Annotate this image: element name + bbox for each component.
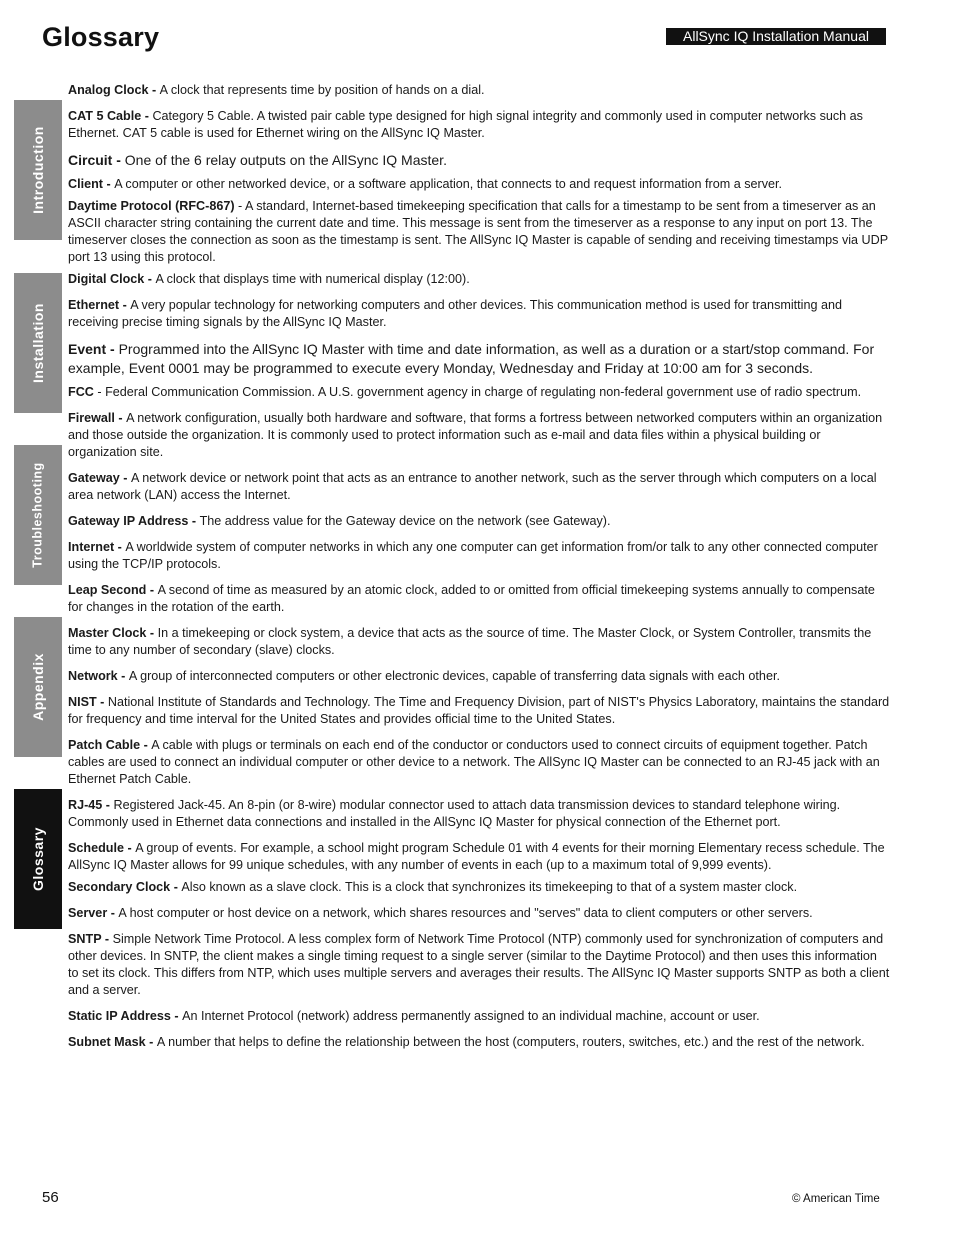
glossary-entry-server bbox=[68, 905, 890, 922]
glossary-definition: In a timekeeping or clock system, a device that acts as the source of time. The Master Clock, or System Controller, transmits the time to any number of secondary (slave) clocks. bbox=[68, 625, 872, 657]
copyright-notice: © American Time bbox=[792, 1193, 880, 1205]
glossary-term: Daytime Protocol (RFC-867) bbox=[68, 198, 235, 213]
glossary-entry-subnet-mask bbox=[68, 1034, 890, 1051]
glossary-entry-fcc bbox=[68, 384, 890, 401]
glossary-definition: A cable with plugs or terminals on each end of the conductor or conductors used to connect circuits of equipment together. Patch cables are used to connect an individual computer or other device to a network. The AllSync IQ Master can be connected to an RJ-45 jack with an Ethernet Patch Cable. bbox=[68, 737, 880, 786]
glossary-entry-sntp bbox=[68, 931, 890, 999]
glossary-term: SNTP - bbox=[68, 931, 113, 946]
glossary-term: Gateway - bbox=[68, 470, 131, 485]
glossary-term: Circuit - bbox=[68, 152, 125, 168]
glossary-entry-cat5-cable bbox=[68, 108, 890, 142]
glossary-definition: An Internet Protocol (network) address permanently assigned to an individual machine, account or user. bbox=[182, 1008, 760, 1023]
glossary-entry-schedule bbox=[68, 840, 890, 874]
glossary-entry-static-ip-address bbox=[68, 1008, 890, 1025]
glossary-entry-master-clock bbox=[68, 625, 890, 659]
side-tab-label: Installation bbox=[30, 303, 46, 383]
side-tab-label: Introduction bbox=[30, 126, 46, 214]
glossary-entry-event bbox=[68, 340, 890, 379]
glossary-entry-leap-second bbox=[68, 582, 890, 616]
glossary-definition: Simple Network Time Protocol. A less complex form of Network Time Protocol (NTP) commonly used for synchronization of computers and other devices. In SNTP, the client makes a single timing request to a single server (similar to the Daytime Protocol) and then uses this information to set its clock. This differs from NTP, which uses multiple servers and averages their results. The AllSync IQ Master supports SNTP as both a client and a server. bbox=[68, 931, 890, 997]
glossary-entry-internet bbox=[68, 539, 890, 573]
glossary-term: Internet - bbox=[68, 539, 126, 554]
side-tab-introduction[interactable] bbox=[14, 100, 62, 240]
glossary-definition: A group of events. For example, a school might program Schedule 01 with 4 events for their morning Elementary recess schedule. The AllSync IQ Master allows for 99 unique schedules, with any number of events in each (up to a maximum total of 9,999 events). bbox=[68, 840, 885, 872]
glossary-definition: A very popular technology for networking computers and other devices. This communication method is used for transmitting and receiving precise timing signals by the AllSync IQ Master. bbox=[68, 297, 842, 329]
glossary-definition: One of the 6 relay outputs on the AllSync IQ Master. bbox=[124, 152, 447, 168]
glossary-definition: A network device or network point that acts as an entrance to another network, such as the server through which computers on a local area network (LAN) access the Internet. bbox=[68, 470, 877, 502]
glossary-definition: Category 5 Cable. A twisted pair cable type designed for high signal integrity and commonly used in computer networks such as Ethernet. CAT 5 cable is used for Ethernet wiring on the AllSync IQ Master. bbox=[68, 109, 863, 140]
glossary-term: Static IP Address - bbox=[68, 1008, 183, 1023]
glossary-term: Ethernet - bbox=[68, 297, 131, 312]
glossary-entry-analog-clock bbox=[68, 82, 890, 99]
side-tab-glossary[interactable] bbox=[14, 789, 62, 929]
glossary-entry-firewall bbox=[68, 410, 890, 461]
glossary-entry-digital-clock bbox=[68, 271, 890, 288]
glossary-entry-network bbox=[68, 668, 890, 685]
glossary-term: FCC bbox=[68, 384, 94, 399]
glossary-entry-gateway bbox=[68, 470, 890, 504]
glossary-definition: A computer or other networked device, or a software application, that connects to and request information from a server. bbox=[114, 176, 783, 191]
side-tab-appendix[interactable] bbox=[14, 617, 62, 757]
glossary-term: Firewall - bbox=[68, 410, 127, 425]
glossary-term: Digital Clock - bbox=[68, 271, 156, 286]
glossary-definition: Also known as a slave clock. This is a clock that synchronizes its timekeeping to that of a system master clock. bbox=[181, 879, 798, 894]
glossary-definition: A group of interconnected computers or other electronic devices, capable of transferring data signals with each other. bbox=[128, 668, 780, 683]
glossary-definition: Registered Jack-45. An 8-pin (or 8-wire) modular connector used to attach data transmission devices to standard telephone wiring. Commonly used in Ethernet data connections and installed in the AllSync IQ Master for physical connection of the Ethernet port. bbox=[68, 797, 841, 829]
glossary-entry-daytime-protocol bbox=[68, 198, 890, 266]
glossary-term: Leap Second - bbox=[68, 582, 158, 597]
glossary-term: Subnet Mask - bbox=[68, 1034, 157, 1049]
glossary-term: Event - bbox=[68, 340, 119, 357]
glossary-definition: - Federal Communication Commission. A U.S. government agency in charge of regulating non-federal government use of radio spectrum. bbox=[93, 384, 862, 399]
glossary-definition: Programmed into the AllSync IQ Master with time and date information, as well as a duration or a start/stop command. For example, Event 0001 may be programmed to execute every Monday, Wednesday and Friday at 10:00 am for 3 seconds. bbox=[68, 340, 875, 376]
glossary-definition: A number that helps to define the relationship between the host (computers, routers, switches, etc.) and the rest of the network. bbox=[156, 1034, 865, 1049]
glossary-term: RJ-45 - bbox=[68, 797, 114, 812]
glossary-entry-circuit bbox=[68, 151, 890, 171]
glossary-term: Patch Cable - bbox=[68, 737, 152, 752]
side-tab-label: Appendix bbox=[30, 653, 46, 721]
glossary-entry-client bbox=[68, 176, 890, 193]
manual-title-badge: AllSync IQ Installation Manual bbox=[666, 28, 886, 45]
glossary-term: Master Clock - bbox=[68, 625, 158, 640]
glossary-term: Analog Clock - bbox=[68, 83, 160, 97]
glossary-entry-rj45 bbox=[68, 797, 890, 831]
glossary-entry-nist bbox=[68, 694, 890, 728]
glossary-definition: - A standard, Internet-based timekeeping specification that calls for a timestamp to be sent from a timeserver as an ASCII character string containing the current date and time. This message is sent from the timeserver as a response to any input on port 13. The timeserver closes the connection as soon as the timestamp is sent. The AllSync IQ Master is capable of sending and receiving timestamps via UDP port 13 using this protocol. bbox=[68, 198, 888, 264]
side-tab-label: Glossary bbox=[30, 827, 46, 891]
side-tab-troubleshooting[interactable] bbox=[14, 445, 62, 585]
glossary-term: Secondary Clock - bbox=[68, 879, 182, 894]
glossary-term: Schedule - bbox=[68, 840, 136, 855]
glossary-term: CAT 5 Cable - bbox=[68, 109, 153, 123]
glossary-entry-secondary-clock bbox=[68, 879, 890, 896]
side-tab-label: Troubleshooting bbox=[31, 462, 46, 568]
glossary-entry-ethernet bbox=[68, 297, 890, 331]
glossary-definition: National Institute of Standards and Technology. The Time and Frequency Division, part of NIST's Physics Laboratory, maintains the standard for frequency and time interval for the United States and provides official time to the United States. bbox=[68, 694, 890, 726]
glossary-definition: A clock that displays time with numerical display (12:00). bbox=[155, 271, 470, 286]
glossary-definition: The address value for the Gateway device on the network (see Gateway). bbox=[199, 513, 611, 528]
glossary-definition: A worldwide system of computer networks in which any one computer can get information from/or talk to any other connected computer using the TCP/IP protocols. bbox=[68, 539, 878, 571]
side-tab-installation[interactable] bbox=[14, 273, 62, 413]
page-title: Glossary bbox=[42, 22, 160, 52]
glossary-definition: A network configuration, usually both hardware and software, that forms a fortress between networked computers within an organization and those outside the organization. It is commonly used to protect information such as e-mail and data files within a physical building or organization site. bbox=[68, 410, 883, 459]
glossary-term: Client - bbox=[68, 176, 115, 191]
glossary-term: Network - bbox=[68, 668, 129, 683]
glossary-term: Server - bbox=[68, 905, 119, 920]
glossary-definition: A host computer or host device on a network, which shares resources and "serves" data to client computers or other servers. bbox=[118, 905, 813, 920]
page-number: 56 bbox=[42, 1189, 59, 1206]
glossary-list bbox=[68, 82, 890, 1060]
glossary-entry-gateway-ip-address bbox=[68, 513, 890, 530]
glossary-definition: A clock that represents time by position of hands on a dial. bbox=[159, 83, 485, 97]
glossary-term: Gateway IP Address - bbox=[68, 513, 200, 528]
glossary-term: NIST - bbox=[68, 694, 108, 709]
glossary-definition: A second of time as measured by an atomic clock, added to or omitted from official timekeeping systems annually to compensate for changes in the rotation of the earth. bbox=[68, 582, 875, 614]
glossary-entry-patch-cable bbox=[68, 737, 890, 788]
